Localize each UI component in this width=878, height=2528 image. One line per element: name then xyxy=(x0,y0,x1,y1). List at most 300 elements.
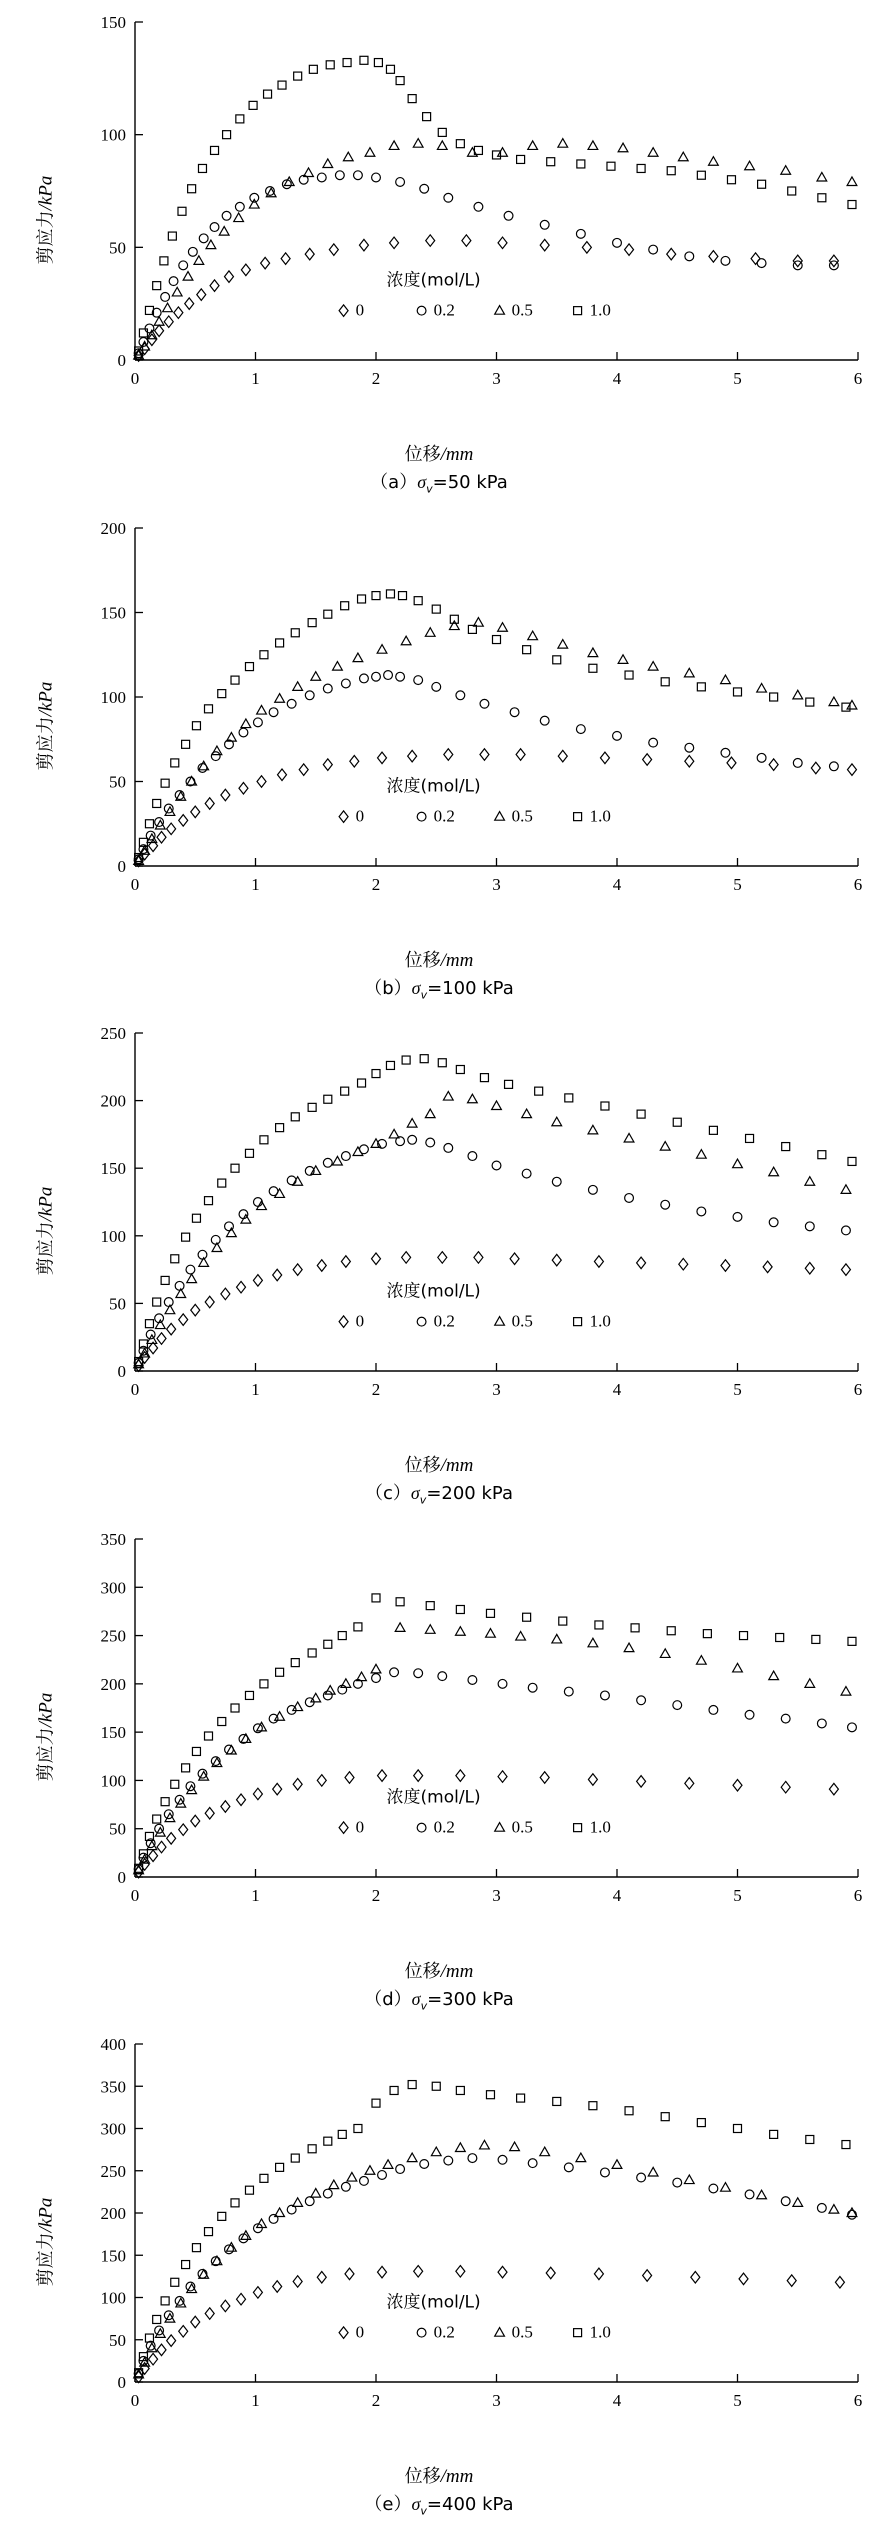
data-point-circle xyxy=(438,1672,447,1681)
data-point-square xyxy=(607,162,615,170)
data-point-square xyxy=(709,1127,717,1135)
data-point-triangle xyxy=(733,1663,743,1672)
chart-svg-d xyxy=(0,1517,878,1957)
legend-label-0.5: 0.5 xyxy=(511,806,533,826)
data-point-circle xyxy=(384,670,393,679)
legend-label-0.2: 0.2 xyxy=(433,1817,455,1837)
data-point-square xyxy=(806,698,814,706)
data-point-square xyxy=(211,146,219,154)
y-tick-label: 50 xyxy=(109,1819,126,1839)
data-point-triangle xyxy=(817,172,827,181)
data-point-diamond xyxy=(350,755,359,767)
series-0 xyxy=(134,1252,850,1372)
y-tick-label: 0 xyxy=(117,2373,126,2393)
axes xyxy=(135,1033,858,1371)
data-point-diamond xyxy=(241,264,250,276)
data-point-circle xyxy=(250,193,259,202)
data-point-triangle xyxy=(455,2143,465,2152)
data-point-diamond xyxy=(191,806,200,818)
data-point-circle xyxy=(769,1218,778,1227)
data-point-square xyxy=(432,605,440,613)
data-point-square xyxy=(577,160,585,168)
data-point-square xyxy=(374,59,382,67)
data-point-circle xyxy=(179,261,188,270)
data-point-triangle xyxy=(588,141,598,150)
data-point-triangle xyxy=(522,1109,532,1118)
data-point-triangle xyxy=(431,2147,441,2156)
data-point-triangle xyxy=(805,1177,815,1186)
data-point-triangle xyxy=(227,2243,237,2252)
data-point-square xyxy=(848,1637,856,1645)
data-point-square xyxy=(432,2083,440,2091)
data-point-diamond xyxy=(197,289,206,301)
data-point-circle xyxy=(360,2177,369,2186)
data-point-circle xyxy=(781,2197,790,2206)
data-point-square xyxy=(456,1605,464,1613)
data-point-diamond xyxy=(210,280,219,292)
x-tick-label: 2 xyxy=(371,369,381,388)
data-point-square xyxy=(697,171,705,179)
data-point-diamond xyxy=(546,2268,555,2280)
x-axis-label-unit-d: /mm xyxy=(440,1960,474,1982)
data-point-diamond xyxy=(317,1774,326,1786)
data-point-square xyxy=(153,799,161,807)
data-point-diamond xyxy=(293,2276,302,2288)
data-point-triangle xyxy=(684,2175,694,2184)
y-axis-label-a xyxy=(31,176,57,265)
data-point-circle xyxy=(317,173,326,182)
data-point-triangle xyxy=(829,2205,839,2214)
data-point-circle xyxy=(444,193,453,202)
data-point-triangle xyxy=(733,1159,743,1168)
caption-value-e: =400 kPa xyxy=(426,2494,514,2516)
data-point-diamond xyxy=(829,1783,838,1795)
data-point-triangle xyxy=(172,287,182,296)
legend-label-1.0: 1.0 xyxy=(589,2323,611,2343)
data-point-square xyxy=(661,677,669,685)
data-point-diamond xyxy=(643,753,652,765)
data-point-square xyxy=(386,1062,394,1070)
data-point-circle xyxy=(504,211,513,220)
data-point-triangle xyxy=(498,148,508,157)
data-point-square xyxy=(276,1668,284,1676)
data-point-square xyxy=(308,1649,316,1657)
legend-label-0: 0 xyxy=(355,1311,365,1331)
data-point-circle xyxy=(842,1226,851,1235)
data-point-square xyxy=(291,2154,299,2162)
data-point-triangle xyxy=(383,2160,393,2169)
series-group xyxy=(134,56,857,361)
data-point-triangle xyxy=(624,1134,634,1143)
data-point-circle xyxy=(564,1687,573,1696)
plot-area-e xyxy=(0,2022,878,2462)
data-point-circle xyxy=(649,738,658,747)
data-point-square xyxy=(697,682,705,690)
data-point-triangle xyxy=(455,1626,465,1635)
x-tick-label: 4 xyxy=(612,1885,622,1905)
data-point-diamond xyxy=(637,1257,646,1269)
data-point-triangle xyxy=(333,661,343,670)
data-point-triangle xyxy=(492,1101,502,1110)
data-point-square xyxy=(727,176,735,184)
y-axis-label-cjk-e: 剪应力 xyxy=(35,2232,57,2287)
data-point-square xyxy=(182,740,190,748)
data-point-diamond xyxy=(273,1783,282,1795)
data-point-square xyxy=(637,1110,645,1118)
y-tick-label: 250 xyxy=(100,2162,126,2182)
data-point-square xyxy=(198,164,206,172)
plot-area-d xyxy=(0,1517,878,1957)
y-tick-label: 0 xyxy=(117,351,126,370)
data-point-diamond xyxy=(685,1777,694,1789)
data-point-square xyxy=(153,1298,161,1306)
data-point-diamond xyxy=(600,752,609,764)
data-point-square xyxy=(218,1717,226,1725)
data-point-square xyxy=(218,2213,226,2221)
x-axis-label-c xyxy=(0,1451,878,1477)
y-axis-label-e xyxy=(31,2198,57,2287)
data-point-diamond xyxy=(239,782,248,794)
data-point-triangle xyxy=(648,148,658,157)
data-point-diamond xyxy=(185,298,194,310)
y-tick-label: 200 xyxy=(100,2204,126,2224)
data-point-square xyxy=(414,596,422,604)
y-axis-label-unit-c: /kPa xyxy=(35,1186,57,1222)
y-axis-label-cjk-d: 剪应力 xyxy=(35,1727,57,1782)
data-point-diamond xyxy=(841,1264,850,1276)
caption-value-d: =300 kPa xyxy=(427,1988,514,2010)
legend-label-1.0: 1.0 xyxy=(589,1311,611,1331)
data-point-square xyxy=(354,1623,362,1631)
data-point-triangle xyxy=(498,622,508,631)
data-point-diamond xyxy=(317,1260,326,1272)
data-point-triangle xyxy=(413,139,423,148)
data-point-circle xyxy=(161,293,170,302)
data-point-square xyxy=(192,2244,200,2252)
data-point-square xyxy=(182,1764,190,1772)
data-point-circle xyxy=(338,1685,347,1694)
data-point-diamond xyxy=(191,2317,200,2329)
data-point-circle xyxy=(287,699,296,708)
data-point-triangle xyxy=(212,746,222,755)
data-point-diamond xyxy=(237,2294,246,2306)
x-axis-label-cjk-b: 位移 xyxy=(404,949,441,971)
x-tick-label: 2 xyxy=(371,2391,381,2411)
data-point-diamond xyxy=(191,1815,200,1827)
chart-panel-d xyxy=(0,1517,878,2013)
chart-panel-c xyxy=(0,1011,878,1507)
y-axis-label-unit-d: /kPa xyxy=(35,1692,57,1728)
data-point-diamond xyxy=(224,271,233,283)
data-point-square xyxy=(734,688,742,696)
data-point-square xyxy=(426,1601,434,1609)
data-point-square xyxy=(523,645,531,653)
data-point-circle xyxy=(721,748,730,757)
data-point-triangle xyxy=(425,627,435,636)
data-point-square xyxy=(309,65,317,73)
data-point-diamond xyxy=(510,1253,519,1265)
data-point-square xyxy=(782,1143,790,1151)
data-point-square xyxy=(770,693,778,701)
data-point-circle xyxy=(456,691,465,700)
data-point-triangle xyxy=(841,1185,851,1194)
data-point-circle xyxy=(528,1683,537,1692)
data-point-square xyxy=(486,2091,494,2099)
data-point-circle xyxy=(498,2156,507,2165)
data-point-triangle xyxy=(219,227,229,236)
data-point-diamond xyxy=(414,1770,423,1782)
data-point-diamond xyxy=(221,1288,230,1300)
data-point-circle xyxy=(354,171,363,180)
data-point-circle xyxy=(417,812,426,821)
data-point-triangle xyxy=(163,303,173,312)
data-point-circle xyxy=(673,1700,682,1709)
data-point-diamond xyxy=(378,2267,387,2279)
data-point-square xyxy=(402,1056,410,1064)
data-point-square xyxy=(758,180,766,188)
data-point-square xyxy=(625,2107,633,2115)
data-point-triangle xyxy=(395,1623,405,1632)
y-tick-label: 200 xyxy=(100,1091,126,1111)
data-point-triangle xyxy=(353,653,363,662)
data-point-diamond xyxy=(709,251,718,263)
data-point-diamond xyxy=(191,1305,200,1317)
data-point-triangle xyxy=(365,2166,375,2175)
data-point-diamond xyxy=(540,239,549,251)
data-point-diamond xyxy=(847,764,856,776)
caption-c xyxy=(0,1479,878,1507)
y-tick-label: 100 xyxy=(100,687,126,707)
y-tick-label: 50 xyxy=(109,238,126,258)
data-point-square xyxy=(182,2261,190,2269)
data-point-square xyxy=(408,95,416,103)
data-point-square xyxy=(486,1609,494,1617)
x-axis-label-e xyxy=(0,2462,878,2488)
data-point-circle xyxy=(269,2215,278,2224)
data-point-square xyxy=(245,1150,253,1158)
data-point-square xyxy=(423,113,431,121)
data-point-circle xyxy=(637,2173,646,2182)
data-point-circle xyxy=(540,716,549,725)
data-point-triangle xyxy=(311,2189,321,2198)
x-tick-label: 6 xyxy=(853,874,863,894)
x-tick-label: 1 xyxy=(251,369,260,388)
data-point-square xyxy=(153,2316,161,2324)
x-tick-label: 4 xyxy=(612,874,622,894)
data-point-diamond xyxy=(253,2287,262,2299)
data-point-circle xyxy=(414,675,423,684)
y-axis-label-d xyxy=(31,1692,57,1781)
data-point-circle xyxy=(444,1144,453,1153)
data-point-triangle xyxy=(684,668,694,677)
data-point-circle xyxy=(198,1251,207,1260)
data-point-diamond xyxy=(679,1259,688,1271)
data-point-square xyxy=(601,1102,609,1110)
data-point-square xyxy=(559,1617,567,1625)
data-point-triangle xyxy=(721,2183,731,2192)
data-point-triangle xyxy=(588,1638,598,1647)
data-point-triangle xyxy=(516,1631,526,1640)
data-point-triangle xyxy=(648,661,658,670)
x-tick-label: 4 xyxy=(612,2391,622,2411)
data-point-triangle xyxy=(757,683,767,692)
data-point-diamond xyxy=(253,1275,262,1287)
x-tick-label: 0 xyxy=(130,1885,140,1905)
data-point-triangle xyxy=(528,631,538,640)
legend-title: 浓度(mol/L) xyxy=(386,776,481,797)
y-tick-label: 100 xyxy=(100,2288,126,2308)
data-point-circle xyxy=(372,1673,381,1682)
data-point-triangle xyxy=(618,654,628,663)
data-point-diamond xyxy=(253,1788,262,1800)
y-tick-label: 250 xyxy=(100,1626,126,1646)
legend-title: 浓度(mol/L) xyxy=(386,2293,481,2314)
data-point-diamond xyxy=(221,1801,230,1813)
data-point-circle xyxy=(254,718,263,727)
data-point-diamond xyxy=(221,789,230,801)
data-point-square xyxy=(171,759,179,767)
data-point-circle xyxy=(733,1213,742,1222)
data-point-triangle xyxy=(793,690,803,699)
data-point-circle xyxy=(287,1176,296,1185)
data-point-circle xyxy=(685,252,694,261)
data-point-circle xyxy=(540,220,549,229)
x-tick-label: 3 xyxy=(492,874,501,894)
x-tick-label: 3 xyxy=(492,2391,501,2411)
data-point-square xyxy=(438,1059,446,1067)
data-point-triangle xyxy=(486,1628,496,1637)
caption-sub-b: v xyxy=(420,988,428,1002)
data-point-square xyxy=(553,655,561,663)
y-axis-label-cjk-b: 剪应力 xyxy=(35,716,57,771)
data-point-square xyxy=(358,1079,366,1087)
data-point-triangle xyxy=(443,1092,453,1101)
x-axis-label-b xyxy=(0,946,878,972)
data-point-square xyxy=(171,1255,179,1263)
series-0.5 xyxy=(134,139,857,359)
data-point-triangle xyxy=(696,1655,706,1664)
y-axis-label-unit-a: /kPa xyxy=(35,175,57,211)
data-point-square xyxy=(372,1070,380,1078)
data-point-circle xyxy=(372,173,381,182)
data-point-square xyxy=(324,1095,332,1103)
data-point-diamond xyxy=(278,769,287,781)
data-point-square xyxy=(341,1087,349,1095)
data-point-circle xyxy=(637,1696,646,1705)
legend-label-0.2: 0.2 xyxy=(433,1311,455,1331)
data-point-circle xyxy=(474,202,483,211)
data-point-triangle xyxy=(781,166,791,175)
legend-label-0.5: 0.5 xyxy=(511,300,533,320)
y-tick-label: 150 xyxy=(100,1159,126,1179)
caption-value-c: =200 kPa xyxy=(426,1483,513,1505)
data-point-diamond xyxy=(637,1775,646,1787)
data-point-square xyxy=(324,610,332,618)
data-point-diamond xyxy=(805,1263,814,1275)
data-point-square xyxy=(192,1747,200,1755)
data-point-triangle xyxy=(660,1142,670,1151)
data-point-square xyxy=(408,2081,416,2089)
legend-label-1.0: 1.0 xyxy=(589,1817,611,1837)
y-tick-label: 200 xyxy=(100,518,126,538)
data-point-square xyxy=(697,2119,705,2127)
data-point-triangle xyxy=(769,1671,779,1680)
data-point-triangle xyxy=(588,648,598,657)
data-point-square xyxy=(249,101,257,109)
caption-symbol-b: σ xyxy=(411,977,421,998)
plot-area-a xyxy=(0,0,878,440)
data-point-triangle xyxy=(648,2168,658,2177)
data-point-square xyxy=(192,721,200,729)
series-group xyxy=(134,2081,857,2383)
data-point-square xyxy=(734,2125,742,2133)
data-point-square xyxy=(218,689,226,697)
legend-label-0.2: 0.2 xyxy=(433,300,455,320)
y-tick-label: 0 xyxy=(117,1362,126,1382)
data-point-square xyxy=(770,2131,778,2139)
y-tick-label: 150 xyxy=(100,13,126,32)
x-tick-label: 3 xyxy=(492,1885,501,1905)
data-point-circle xyxy=(323,684,332,693)
x-tick-label: 0 xyxy=(130,874,140,894)
x-tick-label: 3 xyxy=(492,1380,501,1400)
data-point-diamond xyxy=(221,2301,230,2313)
x-axis-label-unit-b: /mm xyxy=(440,949,474,971)
data-point-square xyxy=(260,2175,268,2183)
data-point-diamond xyxy=(811,762,820,774)
data-point-triangle xyxy=(311,671,321,680)
data-point-triangle xyxy=(495,306,505,315)
data-point-square xyxy=(245,2187,253,2195)
data-point-circle xyxy=(745,1710,754,1719)
caption-symbol-d: σ xyxy=(411,1988,421,2009)
data-point-square xyxy=(260,1136,268,1144)
data-point-diamond xyxy=(372,1253,381,1265)
chart-svg-a xyxy=(0,0,878,440)
data-point-triangle xyxy=(155,1320,165,1329)
data-point-square xyxy=(276,2164,284,2172)
data-point-diamond xyxy=(414,2266,423,2278)
data-point-square xyxy=(661,2113,669,2121)
data-point-circle xyxy=(468,1675,477,1684)
data-point-circle xyxy=(323,1691,332,1700)
data-point-square xyxy=(231,1704,239,1712)
data-point-square xyxy=(842,2141,850,2149)
y-tick-label: 0 xyxy=(117,856,126,876)
series-0 xyxy=(134,235,838,361)
data-point-square xyxy=(553,2098,561,2106)
data-point-diamond xyxy=(273,2281,282,2293)
data-point-square xyxy=(338,1631,346,1639)
caption-value-a: =50 kPa xyxy=(432,472,508,493)
data-point-square xyxy=(188,185,196,193)
data-point-square xyxy=(291,1113,299,1121)
y-tick-label: 350 xyxy=(100,2077,126,2097)
data-point-square xyxy=(264,90,272,98)
data-point-triangle xyxy=(540,2147,550,2156)
y-tick-label: 150 xyxy=(100,603,126,623)
data-point-square xyxy=(523,1613,531,1621)
data-point-triangle xyxy=(365,148,375,157)
data-point-triangle xyxy=(660,1649,670,1658)
data-point-diamond xyxy=(293,1778,302,1790)
data-point-circle xyxy=(417,306,426,315)
data-point-circle xyxy=(498,1679,507,1688)
series-0 xyxy=(134,748,856,866)
data-point-circle xyxy=(341,1152,350,1161)
data-point-triangle xyxy=(293,681,303,690)
data-point-triangle xyxy=(495,1317,505,1326)
